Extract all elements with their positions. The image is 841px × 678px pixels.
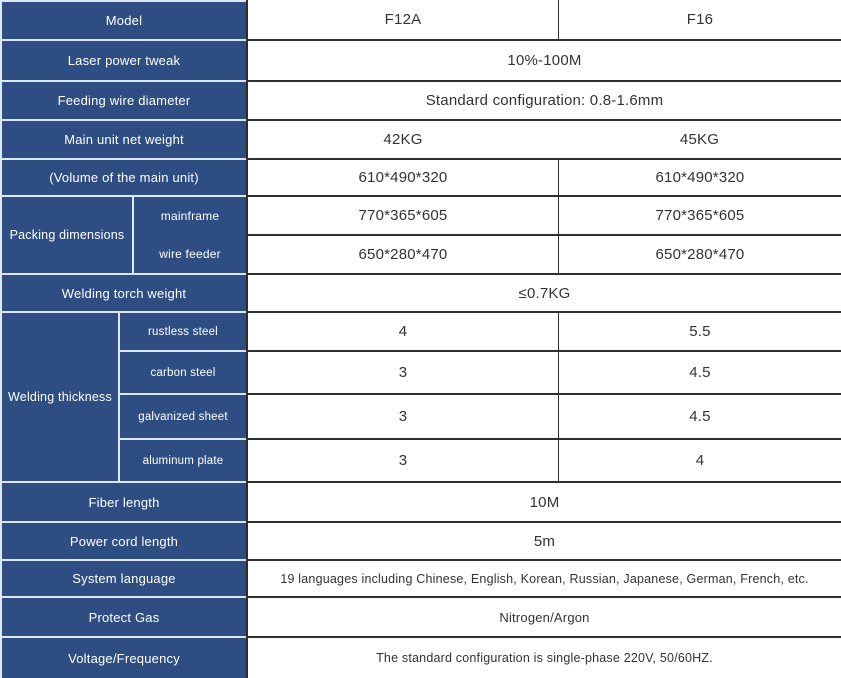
- value-feeding-wire-diameter: Standard configuration: 0.8-1.6mm: [246, 80, 841, 119]
- value-carbon-steel-f12a: 3: [246, 350, 558, 393]
- row-label-system-language: System language: [0, 559, 246, 596]
- value-power-cord-length: 5m: [246, 521, 841, 559]
- row-label-volume-main-unit: (Volume of the main unit): [0, 158, 246, 195]
- value-protect-gas: Nitrogen/Argon: [246, 596, 841, 636]
- value-fiber-length: 10M: [246, 481, 841, 521]
- value-wire-feeder-f12a: 650*280*470: [246, 234, 558, 273]
- sublabel-wire-feeder: wire feeder: [132, 234, 246, 273]
- row-label-protect-gas: Protect Gas: [0, 596, 246, 636]
- sublabel-mainframe: mainframe: [132, 195, 246, 234]
- row-label-welding-torch-weight: Welding torch weight: [0, 273, 246, 311]
- value-model-f12a: F12A: [246, 0, 558, 39]
- value-net-weight-f12a: 42KG: [246, 119, 558, 158]
- value-mainframe-f12a: 770*365*605: [246, 195, 558, 234]
- value-mainframe-f16: 770*365*605: [558, 195, 841, 234]
- row-label-laser-power-tweak: Laser power tweak: [0, 39, 246, 80]
- value-wire-feeder-f16: 650*280*470: [558, 234, 841, 273]
- group-label-welding-thickness: Welding thickness: [0, 311, 118, 481]
- value-system-language: 19 languages including Chinese, English, Korean, Russian, Japanese, German, French, etc.: [246, 559, 841, 596]
- sublabel-galvanized-sheet: galvanized sheet: [118, 393, 246, 438]
- value-volume-f16: 610*490*320: [558, 158, 841, 195]
- row-label-main-unit-net-weight: Main unit net weight: [0, 119, 246, 158]
- value-volume-f12a: 610*490*320: [246, 158, 558, 195]
- value-rustless-steel-f12a: 4: [246, 311, 558, 350]
- value-galvanized-sheet-f16: 4.5: [558, 393, 841, 438]
- group-label-packing-dimensions: Packing dimensions: [0, 195, 132, 273]
- row-label-feeding-wire-diameter: Feeding wire diameter: [0, 80, 246, 119]
- value-galvanized-sheet-f12a: 3: [246, 393, 558, 438]
- sublabel-carbon-steel: carbon steel: [118, 350, 246, 393]
- value-welding-torch-weight: ≤0.7KG: [246, 273, 841, 311]
- sublabel-aluminum-plate: aluminum plate: [118, 438, 246, 481]
- row-label-power-cord-length: Power cord length: [0, 521, 246, 559]
- value-aluminum-plate-f12a: 3: [246, 438, 558, 481]
- value-laser-power-tweak: 10%-100M: [246, 39, 841, 80]
- value-carbon-steel-f16: 4.5: [558, 350, 841, 393]
- value-voltage-frequency: The standard configuration is single-phase 220V, 50/60HZ.: [246, 636, 841, 678]
- value-model-f16: F16: [558, 0, 841, 39]
- value-aluminum-plate-f16: 4: [558, 438, 841, 481]
- row-label-fiber-length: Fiber length: [0, 481, 246, 521]
- row-label-voltage-frequency: Voltage/Frequency: [0, 636, 246, 678]
- value-rustless-steel-f16: 5.5: [558, 311, 841, 350]
- value-net-weight-f16: 45KG: [558, 119, 841, 158]
- sublabel-rustless-steel: rustless steel: [118, 311, 246, 350]
- row-label-model: Model: [0, 0, 246, 39]
